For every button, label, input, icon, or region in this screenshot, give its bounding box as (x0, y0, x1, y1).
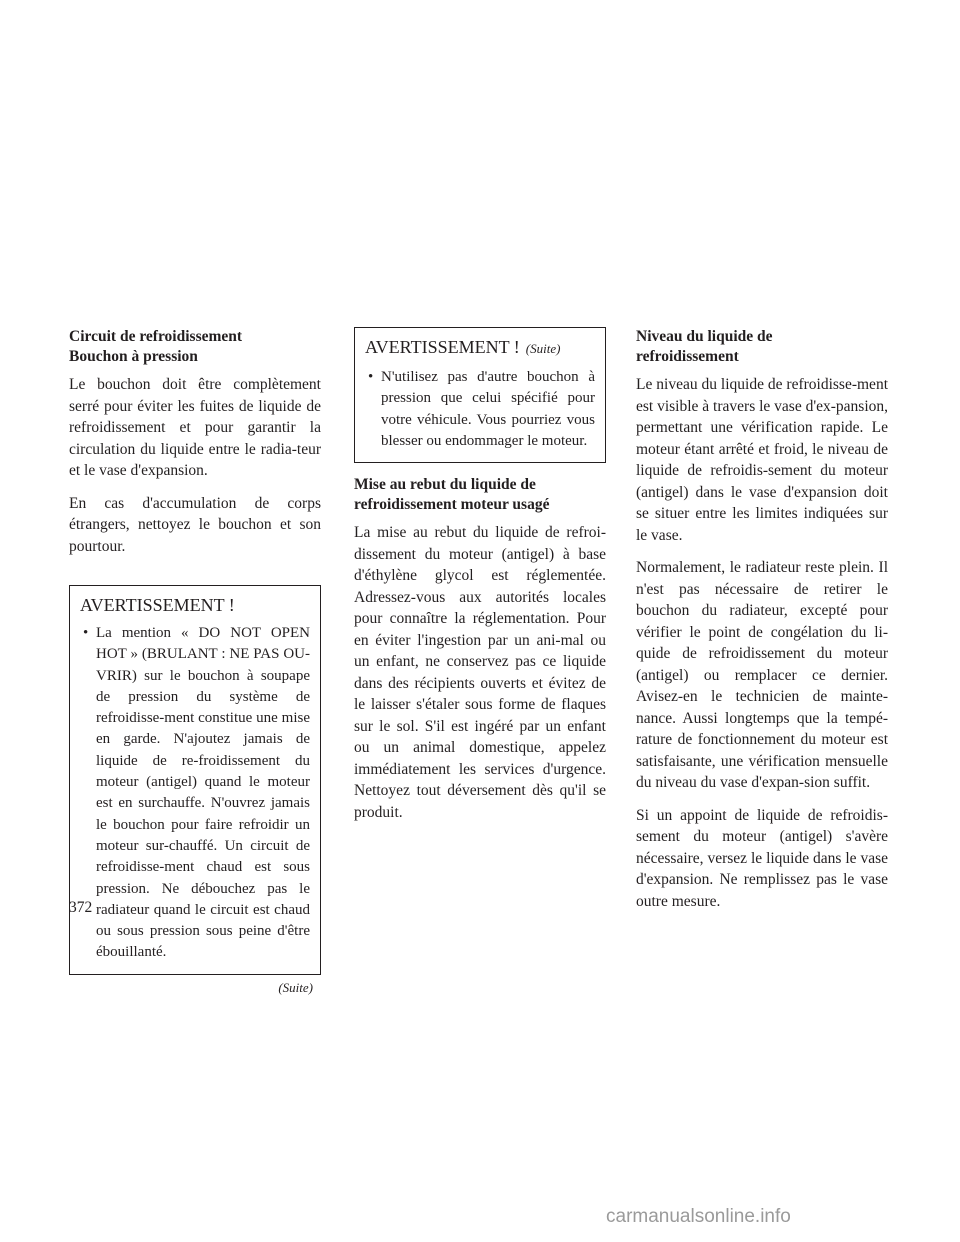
section-heading-coolant-disposal (354, 475, 606, 515)
paragraph: Normalement, le radiateur reste plein. Il n'est pas nécessaire de retirer le bouchon du radiateur, excepté pour vérifier le point de congélation du li-quide de refroidissement du moteur (antigel) ou remplacer ce dernier. Avisez-en le technicien de mainte-nance. Aussi longtemps que la tempé-rature de fonctionnement du moteur est satisfaisante, une vérification mensuelle du niveau du vase d'expan-sion suffit. (636, 559, 888, 791)
bullet-icon: • (368, 369, 374, 385)
continued-label: (Suite) (525, 341, 561, 356)
warning-text: N'utilisez pas d'autre bouchon à pression que celui spécifié pour votre véhicule. Vous pourriez vous blesser ou endommager le moteur. (381, 369, 595, 449)
heading-line: refroidissement (636, 348, 739, 365)
warning-item (80, 623, 310, 964)
heading-line: Bouchon à pression (69, 348, 198, 365)
left-column (69, 327, 321, 996)
warning-item (365, 367, 595, 452)
warning-title: AVERTISSEMENT ! (80, 595, 235, 615)
heading-line: Niveau du liquide de (636, 328, 773, 345)
heading-line: Mise au rebut du liquide de (354, 476, 536, 494)
paragraph: Le niveau du liquide de refroidisse-ment est visible à travers le vase d'ex-pansion, permettant une vérification rapide. Le moteur étant arrêté et froid, le niveau de liquide de refroidis-sement du moteur (antigel) dans le vase d'expansion doit se situer entre les limites indiquées sur le vase. (636, 376, 889, 544)
right-column (636, 327, 888, 923)
heading-line: Circuit de refroidissement (69, 328, 243, 345)
warning-text: La mention « DO NOT OPEN HOT » (BRULANT : NE PAS OU-VRIR) sur le bouchon à soupape de pression du système de refroidisse-ment constitue une mise en garde. N'ajoutez jamais de liquide de re-froidissement du moteur (antigel) quand le moteur est en surchauffe. N'ouvrez jamais le bouchon pour faire refroidir un moteur sur-chauffé. Un circuit de refroidisse-ment chaud est sous pression. Ne débouchez pas le radiateur quand le circuit est chaud ou sous pression sous peine d'être ébouillanté. (96, 625, 310, 961)
paragraph: La mise au rebut du liquide de refroi-dissement du moteur (antigel) à base d'éthylène glycol est réglementée. Adressez-vous aux autorités locales pour connaître la réglementation. Pour en éviter l'ingestion par un ani-mal ou un enfant, ne conservez pas ce liquide dans des récipients ouverts et évitez de le laisser s'étaler sous forme de flaques sur le sol. S'il est ingéré par un enfant ou un animal domestique, appelez immédiatement les services d'urgence. Nettoyez tout déversement dès qu'il se produit. (354, 524, 606, 821)
paragraph: Le bouchon doit être complètement serré pour éviter les fuites de liquide de refroidissement et pour garantir la circulation du liquide entre le radia-teur et le vase d'expansion. (69, 376, 321, 479)
section-heading-coolant-level (636, 327, 888, 367)
paragraph: Si un appoint de liquide de refroidis-sement du moteur (antigel) s'avère nécessaire, versez le liquide dans le vase d'expansion. Ne remplissez pas le vase outre mesure. (636, 806, 888, 910)
section-heading-pressure-cap (69, 327, 321, 367)
warning-title-text: AVERTISSEMENT ! (365, 337, 520, 357)
paragraph: En cas d'accumulation de corps étrangers, nettoyez le bouchon et son pourtour. (69, 494, 321, 555)
heading-line: refroidissement moteur usagé (354, 496, 550, 514)
warning-box-continued (354, 327, 606, 463)
middle-column (354, 327, 606, 834)
warning-box (69, 585, 321, 975)
page-number: 372 (69, 899, 93, 916)
warning-title (365, 336, 595, 360)
footer-watermark: carmanualsonline.info (606, 1206, 791, 1227)
continued-label: (Suite) (278, 979, 313, 995)
bullet-icon: • (83, 625, 89, 641)
